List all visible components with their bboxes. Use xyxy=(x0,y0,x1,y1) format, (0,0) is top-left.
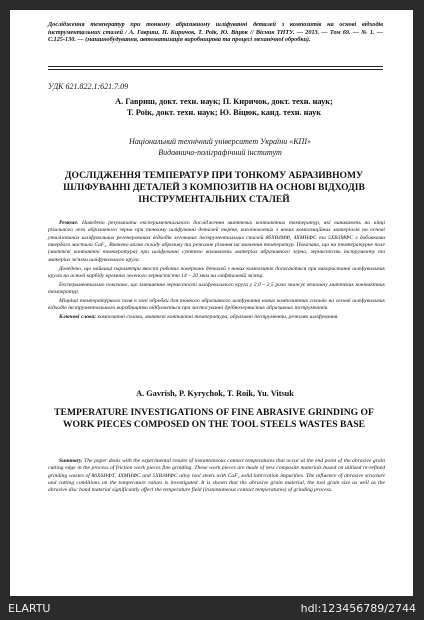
summary-en xyxy=(48,458,385,495)
title-ua: ДОСЛІДЖЕННЯ ТЕМПЕРАТУР ПРИ ТОНКОМУ АБРАЗИВНОМУ ШЛІФУВАННІ ДЕТАЛЕЙ З КОМПОЗИТІВ НА ОСНОВІ ВІДХОДІВ ІНСТРУМЕНТАЛЬНИХ СТАЛЕЙ xyxy=(63,170,365,205)
affiliation-line2: Видавничо-поліграфічний інститут xyxy=(158,147,282,157)
udc-code: УДК 621.822.1:621.7.09 xyxy=(48,82,129,91)
citation-header: Дослідження температур при тонкому абразивному шліфуванні деталей з композитів на основі відходів інструментальних сталей / А. Гавриш, П. Киричок, Т. Роїк, Ю. Віцюк // Вісник ТНТУ. — 2013. — Том 69. — № 1. — С.125-130. — (машинобудування, автоматизація виробництва та процесі механічної обробки). xyxy=(48,21,383,44)
summary-label: Summary. xyxy=(59,458,83,464)
abstract-label: Резюме. xyxy=(59,220,79,226)
abstract-ua xyxy=(48,220,385,323)
handle-identifier[interactable]: hdl:123456789/2744 xyxy=(300,602,416,615)
abstract-paragraph-1 xyxy=(48,220,385,264)
document-page xyxy=(10,10,413,596)
summary-text: The paper deals with the experimental results of instantaneous contact temperatures that occur at the end point of the abrasive grain cutting edge in the process of friction work pieces fine grinding. These work pieces are made of new composite materials based on utilized re-refined grinding wastes of 86Х6НФТ, 4ХМНФС and 5ХВ3МФС alloy tool steels with CaF₂ solid lubrication impurities. The influence of abrasive structure and cutting conditions on the temperature values is investigated. It is shown that the abrasive grain material, the tool grain size as well as the abrasive disc bond material significantly affect the temperature field (instantaneous contact temperatures) of grinding process. xyxy=(48,458,385,494)
authors-en: A. Gavrish, P. Kyrychok, T. Roik, Yu. Vitsuk xyxy=(136,389,294,398)
abstract-paragraph-4: Міцніші температурного поля в зоні обробки для тонкого абразивного шліфування нових композитних сплавів на основі шліфувальних відходів інструментального виробництва відбувається при застосуванні дрібнозернистих абразивних інструментів. xyxy=(48,297,385,312)
authors-ua-line1: А. Гавриш, докт. техн. наук; П. Киричок, докт. техн. наук; xyxy=(115,97,333,106)
title-en: TEMPERATURE INVESTIGATIONS OF FINE ABRASIVE GRINDING OF WORK PIECES COMPOSED ON THE TOOL STEELS WASTES BASE xyxy=(54,407,374,430)
repository-name: ELARTU xyxy=(8,602,51,615)
keywords-text: композитні сплави, миттєві контактні температури, абразивні інструменти, режими шліфування. xyxy=(97,314,339,321)
affiliation-line1: Національний технічний університет України «КПІ» xyxy=(128,137,311,146)
authors-ua xyxy=(74,96,374,118)
keywords-paragraph xyxy=(48,314,385,321)
viewer-footer-bar xyxy=(0,596,424,620)
authors-ua-line2: Т. Роїк, докт. техн. наук; Ю. Віцюк, канд. техн. наук xyxy=(126,108,322,117)
header-rule-bottom xyxy=(48,69,383,70)
header-rule-top xyxy=(48,66,383,67)
summary-paragraph xyxy=(48,458,385,495)
keywords-label: Ключові слова: xyxy=(59,314,97,321)
abstract-paragraph-2: Доведено, що найвищі параметри якості робочих поверхонь деталей з нових композитів досягаються при використанні шліфувальних кругів на основі карбіду кремнію зеленого зернистістю 14 – 20 мкм на гліфталевій зв'язці. xyxy=(48,265,385,279)
abstract-paragraph-3: Експериментально показано, що зменшення зернистості шліфувального круга у 2,0 – 2,5 раза знижує величину миттєвих контактних температур. xyxy=(48,281,385,296)
affiliation xyxy=(70,137,370,158)
abstract-text-1: Наведено результати експериментального дослідження миттєвих контактних температур, які виникають на кінці різального леза абразивного зерна при тонкому шліфуванні деталей тертя, виготовлених з нових композиційних матеріалів на основі утилізованих шліфувальних регенерованих відходів легованих інструментальних сталей 86ХВ4МФ, 4ХМНФС та 5ХВ3МФС з добавками твердого мастила CaF₂. Вивчено вплив складу абразиву та режимів різання на значення температур. Показано, що на температурне поле (миттєві контактні температури) при шліфуванні суттєво впливають матеріал абразивного зерна, зернистість інструменту та матеріал зв'язки шліфувального круга. xyxy=(48,220,385,263)
